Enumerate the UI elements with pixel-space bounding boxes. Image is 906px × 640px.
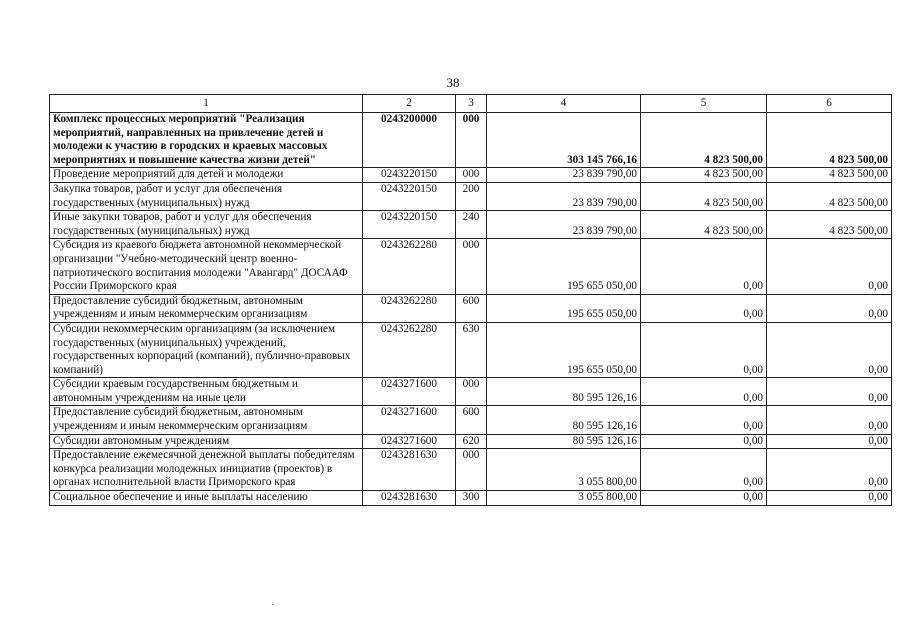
- row-value-col5: 4 823 500,00: [641, 113, 767, 168]
- row-code: 0243271600: [363, 378, 456, 406]
- row-value-col5: 0,00: [641, 491, 767, 506]
- row-value-col4: 80 595 126,16: [487, 406, 641, 434]
- row-value-col5: 4 823 500,00: [641, 211, 767, 239]
- row-name: Комплекс процессных мероприятий "Реализация мероприятий, направленных на привлечение детей и молодежи к участию в городских и краевых массовых мероприятиях и повышение качества жизни детей": [50, 113, 363, 168]
- row-name: Предоставление ежемесячной денежной выплаты победителям конкурса реализации молодежных инициатив (проектов) в органах исполнительной власти Приморского края: [50, 449, 363, 491]
- row-name: Субсидии некоммерческим организациям (за исключением государственных (муниципальных) учреждений, государственных корпораций (компаний), публично-правовых компаний): [50, 322, 363, 377]
- row-code: 0243281630: [363, 449, 456, 491]
- row-code: 0243220150: [363, 182, 456, 210]
- table-row: [50, 449, 892, 491]
- row-name: Предоставление субсидий бюджетным, автономным учреждениям и иным некоммерческим организациям: [50, 294, 363, 322]
- row-type: 620: [456, 434, 487, 449]
- table-row: [50, 294, 892, 322]
- row-code: 0243262280: [363, 294, 456, 322]
- table-row: [50, 113, 892, 168]
- row-code: 0243281630: [363, 491, 456, 506]
- row-value-col6: 0,00: [767, 406, 892, 434]
- table-row: [50, 322, 892, 377]
- row-value-col4: 195 655 050,00: [487, 239, 641, 294]
- row-value-col6: 0,00: [767, 378, 892, 406]
- row-value-col6: 0,00: [767, 434, 892, 449]
- table-row: [50, 434, 892, 449]
- row-value-col4: 303 145 766,16: [487, 113, 641, 168]
- row-value-col5: 0,00: [641, 294, 767, 322]
- row-code: 0243262280: [363, 239, 456, 294]
- row-value-col4: 23 839 790,00: [487, 168, 641, 183]
- row-value-col6: 4 823 500,00: [767, 182, 892, 210]
- row-value-col5: 0,00: [641, 239, 767, 294]
- row-type: 000: [456, 113, 487, 168]
- row-type: 000: [456, 449, 487, 491]
- table-row: [50, 239, 892, 294]
- row-value-col4: 80 595 126,16: [487, 378, 641, 406]
- row-code: 0243271600: [363, 434, 456, 449]
- row-code: 0243220150: [363, 168, 456, 183]
- row-type: 200: [456, 182, 487, 210]
- table-row: [50, 491, 892, 506]
- column-header: 4: [487, 95, 641, 113]
- row-type: 630: [456, 322, 487, 377]
- row-type: 000: [456, 168, 487, 183]
- table-row: [50, 378, 892, 406]
- row-code: 0243220150: [363, 211, 456, 239]
- row-name: Субсидии краевым государственным бюджетным и автономным учреждениям на иные цели: [50, 378, 363, 406]
- row-value-col6: 0,00: [767, 322, 892, 377]
- budget-table: [49, 94, 892, 506]
- row-value-col6: 4 823 500,00: [767, 211, 892, 239]
- row-name: Субсидия из краевого бюджета автономной некоммерческой организации "Учебно-методический центр военно-патриотического воспитания молодежи "Авангард" ДОСААФ России Приморского края: [50, 239, 363, 294]
- row-name: Предоставление субсидий бюджетным, автономным учреждениям и иным некоммерческим организациям: [50, 406, 363, 434]
- row-name: Иные закупки товаров, работ и услуг для обеспечения государственных (муниципальных) нужд: [50, 211, 363, 239]
- row-value-col5: 4 823 500,00: [641, 182, 767, 210]
- row-value-col6: 0,00: [767, 239, 892, 294]
- row-value-col5: 0,00: [641, 406, 767, 434]
- row-type: 000: [456, 239, 487, 294]
- column-header: 2: [363, 95, 456, 113]
- table-row: [50, 168, 892, 183]
- row-value-col4: 195 655 050,00: [487, 294, 641, 322]
- column-header: 6: [767, 95, 892, 113]
- row-value-col5: 0,00: [641, 434, 767, 449]
- row-name: Субсидии автономным учреждениям: [50, 434, 363, 449]
- row-code: 0243271600: [363, 406, 456, 434]
- row-code: 0243200000: [363, 113, 456, 168]
- row-value-col6: 4 823 500,00: [767, 113, 892, 168]
- row-type: 300: [456, 491, 487, 506]
- row-type: 600: [456, 294, 487, 322]
- row-value-col5: 4 823 500,00: [641, 168, 767, 183]
- row-value-col5: 0,00: [641, 449, 767, 491]
- row-value-col4: 23 839 790,00: [487, 182, 641, 210]
- table-row: [50, 406, 892, 434]
- row-name: Социальное обеспечение и иные выплаты населению: [50, 491, 363, 506]
- column-header: 5: [641, 95, 767, 113]
- row-value-col4: 3 055 800,00: [487, 491, 641, 506]
- column-header: 1: [50, 95, 363, 113]
- row-type: 000: [456, 378, 487, 406]
- row-code: 0243262280: [363, 322, 456, 377]
- row-value-col4: 195 655 050,00: [487, 322, 641, 377]
- row-value-col6: 0,00: [767, 294, 892, 322]
- table-header-row: [50, 95, 892, 113]
- table-row: [50, 182, 892, 210]
- row-value-col4: 3 055 800,00: [487, 449, 641, 491]
- row-value-col4: 23 839 790,00: [487, 211, 641, 239]
- scan-speck: [272, 604, 274, 605]
- row-value-col6: 0,00: [767, 449, 892, 491]
- row-type: 240: [456, 211, 487, 239]
- table-row: [50, 211, 892, 239]
- row-type: 600: [456, 406, 487, 434]
- row-value-col6: 0,00: [767, 491, 892, 506]
- row-value-col5: 0,00: [641, 378, 767, 406]
- row-name: Проведение мероприятий для детей и молодежи: [50, 168, 363, 183]
- column-header: 3: [456, 95, 487, 113]
- row-value-col4: 80 595 126,16: [487, 434, 641, 449]
- row-value-col5: 0,00: [641, 322, 767, 377]
- page-number: 38: [446, 75, 460, 90]
- row-name: Закупка товаров, работ и услуг для обеспечения государственных (муниципальных) нужд: [50, 182, 363, 210]
- row-value-col6: 4 823 500,00: [767, 168, 892, 183]
